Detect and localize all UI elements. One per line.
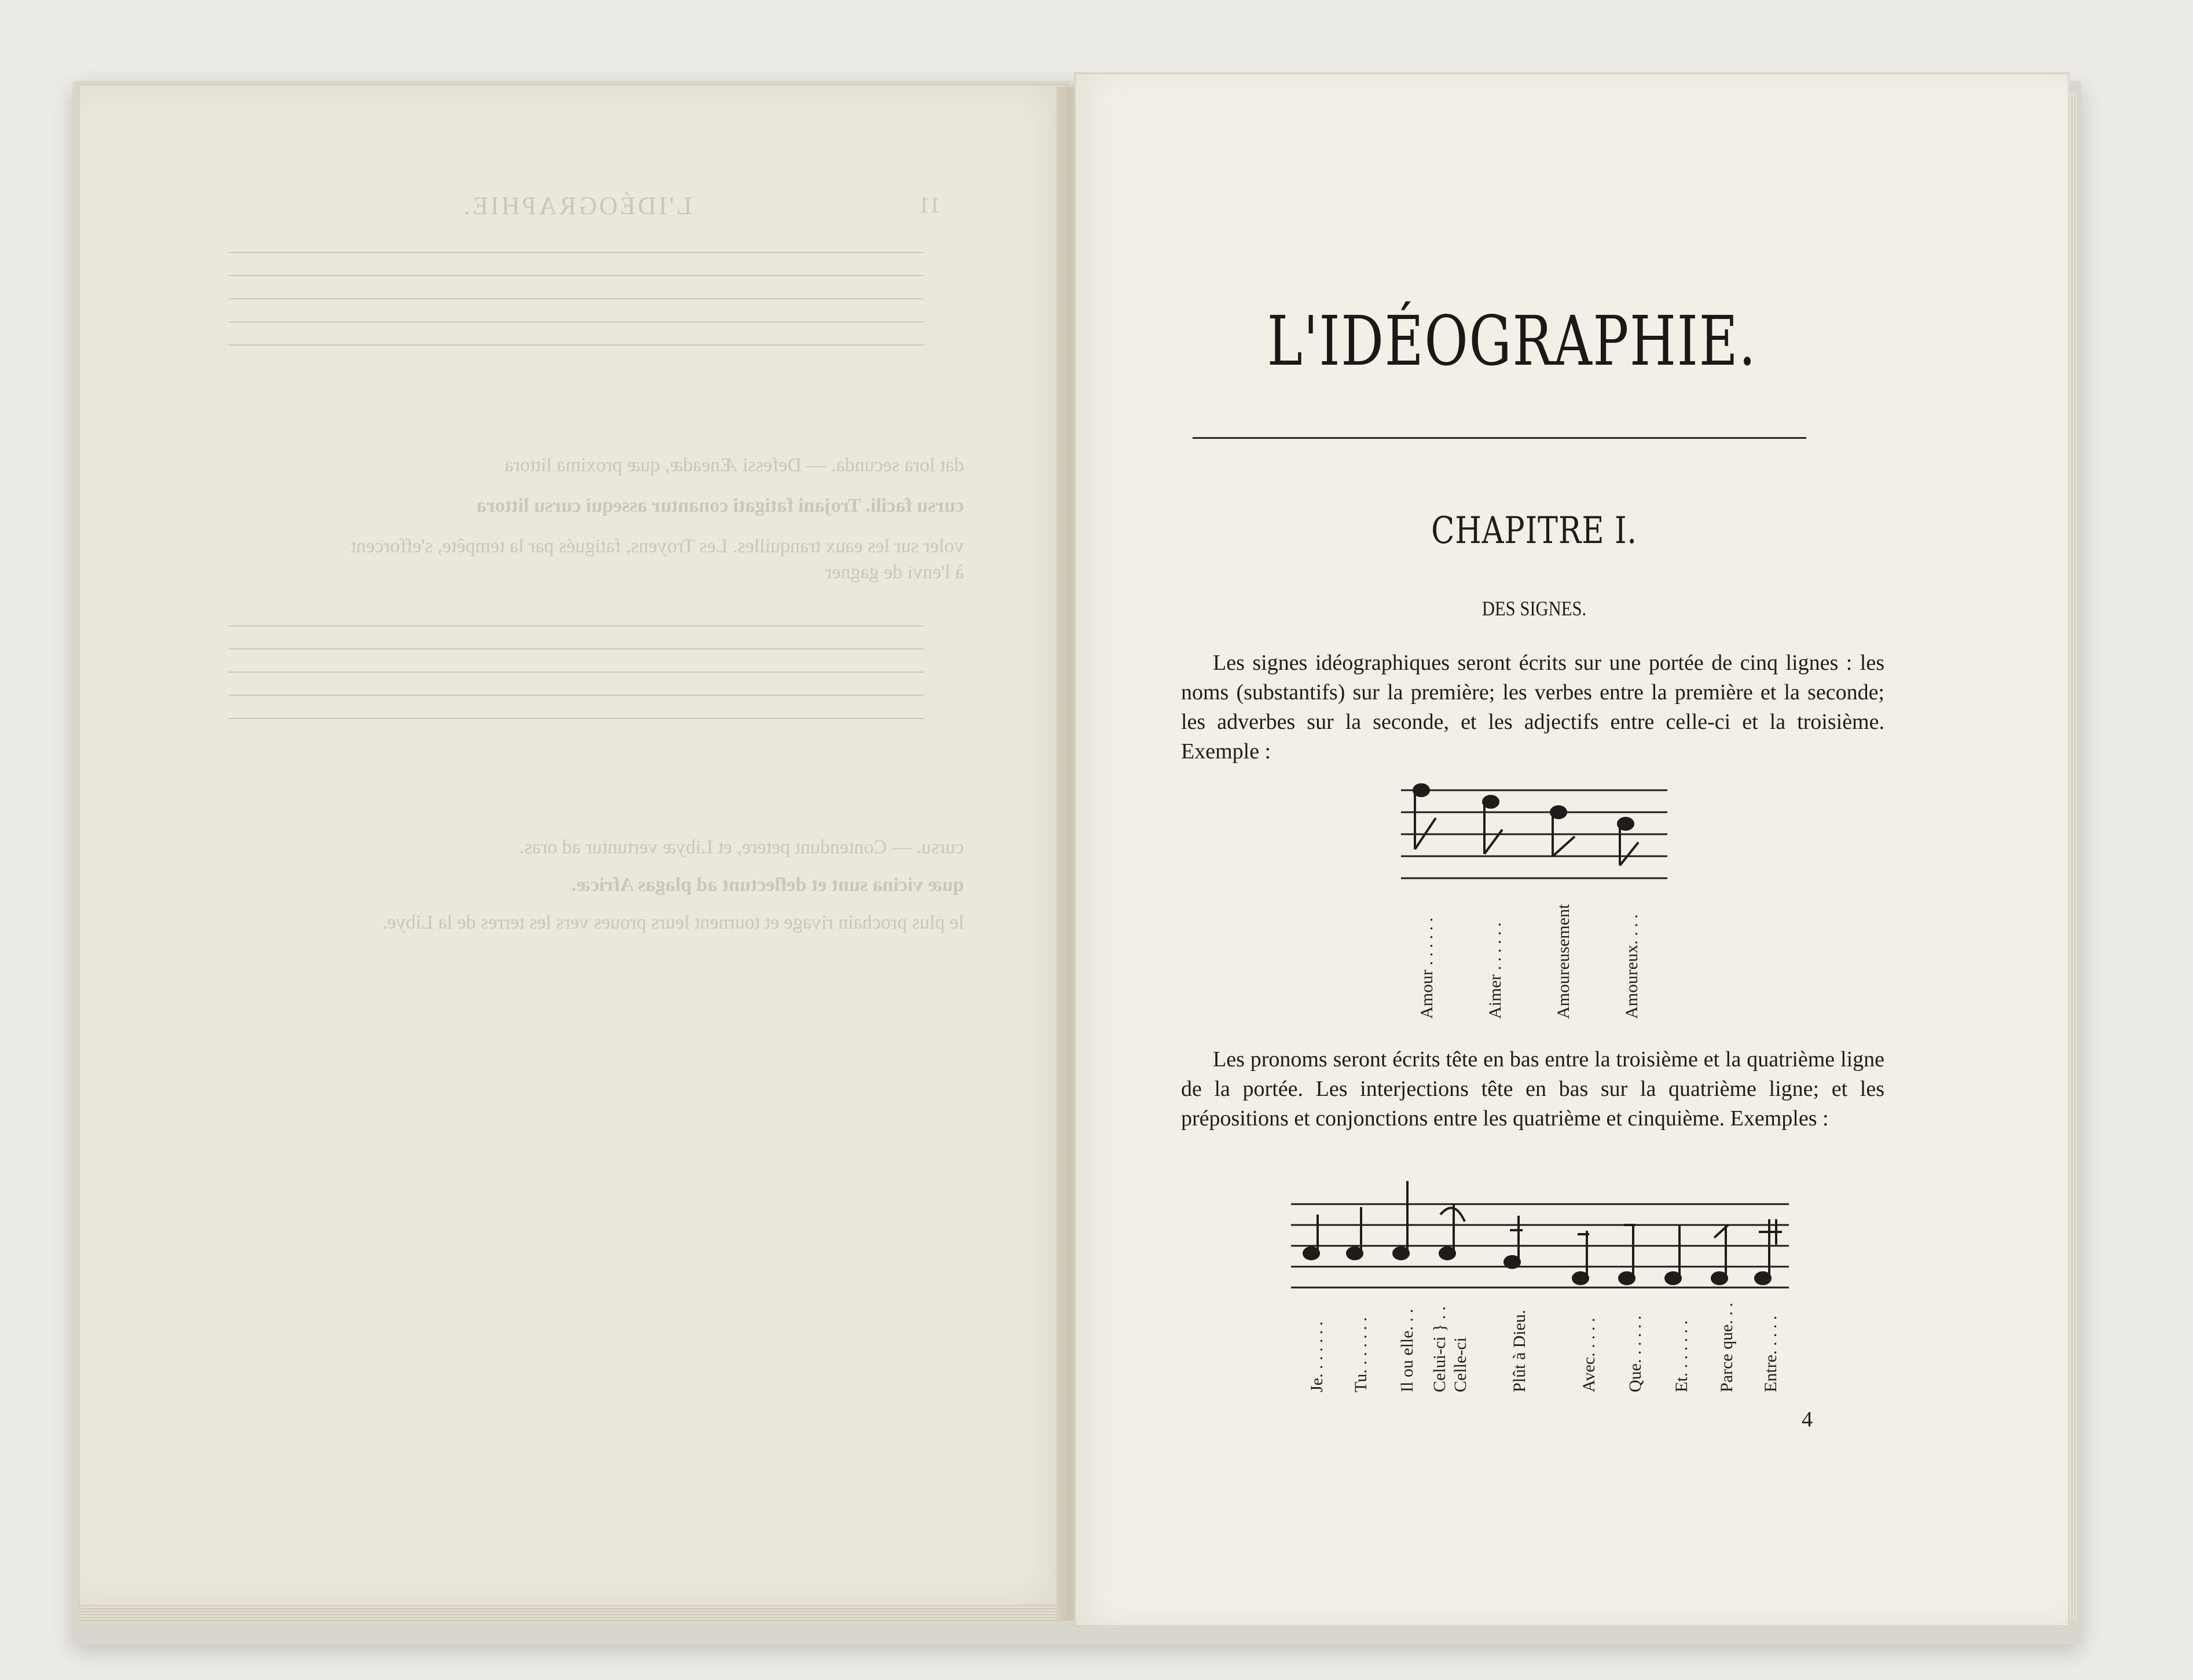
left-page-bleed-through bbox=[78, 84, 1068, 1606]
label-parce-que: Parce que. . . bbox=[1717, 1303, 1736, 1392]
bleed-line: à l'envi de gagner bbox=[825, 562, 964, 583]
paragraph-pronouns: Les pronoms seront écrits tête en bas entre la troisième et la quatrième ligne de la portée. Les interjections tête en bas sur la quatrième ligne; et les prépositions et conjonctions entre les quatrième et cinquième. Exemples : bbox=[1181, 1047, 1884, 1131]
bleed-line: le plus prochain rivage et tournent leurs proues vers les terres de la Libye. bbox=[382, 912, 964, 933]
label-celle-ci: Celle-ci bbox=[1451, 1337, 1470, 1392]
label-amour: Amour . . . . . . bbox=[1417, 918, 1436, 1019]
bleed-staff-line bbox=[229, 718, 923, 719]
bleed-line: voler sur les eaux tranquilles. Les Troyens, fatigués par la tempête, s'efforcent bbox=[350, 535, 964, 557]
bleed-staff-line bbox=[229, 321, 923, 322]
bleed-staff-line bbox=[229, 625, 923, 626]
page-number: 4 bbox=[1802, 1407, 1813, 1432]
chapter-heading: CHAPITRE I. bbox=[1431, 509, 1637, 552]
label-avec: Avec. . . . . bbox=[1579, 1318, 1598, 1392]
page-title: L'IDÉOGRAPHIE. bbox=[1267, 301, 1757, 381]
bleed-header: L'IDÉOGRAPHIE. bbox=[461, 192, 692, 220]
bleed-line: dat lora secunda. — Defessi Æneadæ, quæ proxima littora bbox=[504, 454, 964, 476]
bleed-staff-line bbox=[229, 344, 923, 346]
bleed-staff-line bbox=[229, 252, 923, 253]
label-plut-a-dieu: Plût à Dieu. bbox=[1510, 1309, 1529, 1392]
title-rule bbox=[1193, 437, 1806, 439]
bleed-staff-line bbox=[229, 648, 923, 650]
label-amoureux: Amoureux. . . . bbox=[1622, 914, 1641, 1019]
label-entre: Entre. . . . . bbox=[1761, 1315, 1780, 1392]
paragraph-signs: Les signes idéographiques seront écrits sur une portée de cinq lignes : les noms (substantifs) sur la première; les verbes entre la première et la seconde; les adverbes sur la seconde, et les adjectifs entre celle-ci et la troisième. Exemple : bbox=[1181, 651, 1884, 764]
section-heading: DES SIGNES. bbox=[1481, 597, 1587, 620]
label-aimer: Aimer . . . . . . bbox=[1486, 922, 1505, 1019]
label-il-ou-elle: Il ou elle. . . bbox=[1398, 1308, 1417, 1392]
label-que: Que. . . . . . bbox=[1626, 1315, 1645, 1392]
bleed-line: quæ vicina sunt et deflectunt ad plagas Africæ. bbox=[571, 874, 964, 896]
label-je: Je. . . . . . . bbox=[1307, 1321, 1326, 1392]
label-amoureusement: Amoureusement bbox=[1554, 904, 1573, 1019]
label-tu: Tu. . . . . . . bbox=[1351, 1317, 1370, 1392]
bleed-staff-line bbox=[229, 672, 923, 673]
label-celui-ci: Celui-ci } . . bbox=[1430, 1306, 1449, 1392]
bleed-staff-line bbox=[229, 275, 923, 276]
label-et: Et. . . . . . . bbox=[1672, 1320, 1691, 1392]
bleed-line: cursu. — Contendunt petere, et Libyæ vertuntur ad oras. bbox=[519, 837, 964, 858]
staff-example-2 bbox=[1291, 1181, 1800, 1297]
staff-example-1 bbox=[1401, 784, 1679, 889]
bleed-staff-line bbox=[229, 298, 923, 299]
bleed-line: cursu facili. Trojani fatigati conantur assequi cursu littora bbox=[476, 495, 964, 516]
bleed-page-number: 11 bbox=[918, 192, 941, 218]
bleed-staff-line bbox=[229, 695, 923, 696]
